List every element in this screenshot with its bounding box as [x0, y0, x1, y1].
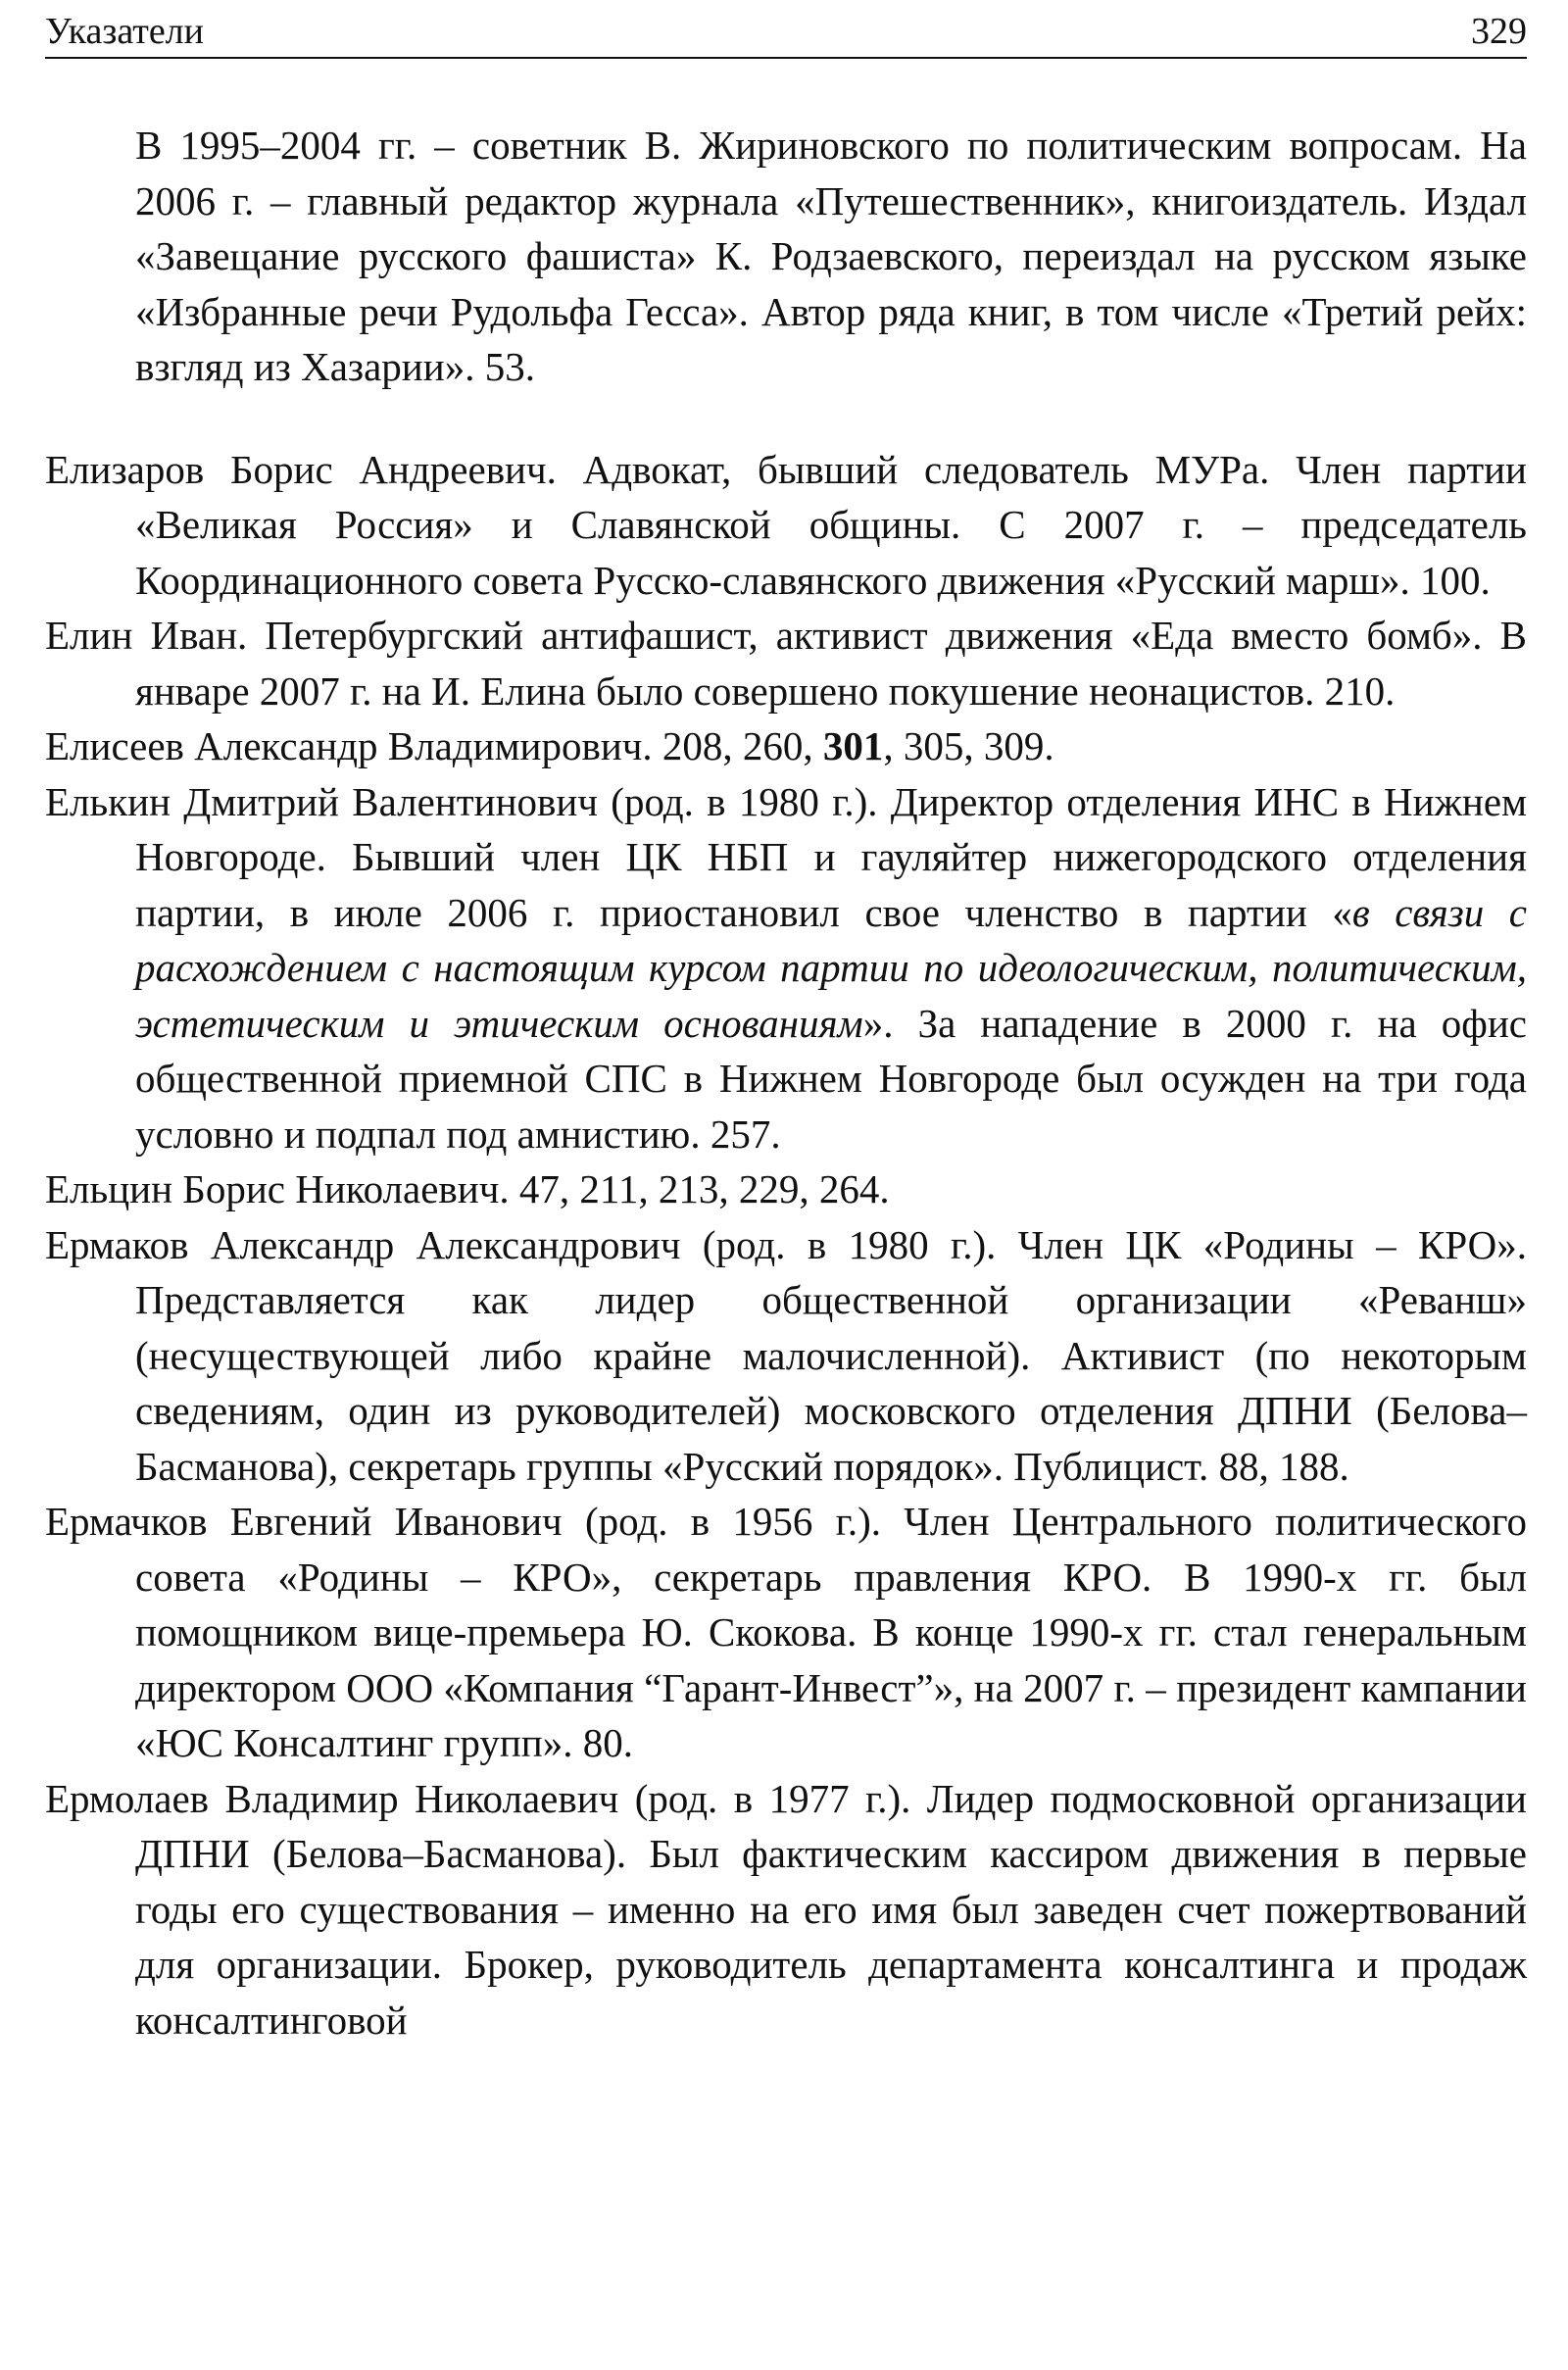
entry-name: Елизаров Борис Андреевич. — [45, 446, 557, 492]
section-title: Указатели — [45, 11, 204, 52]
page-number: 329 — [1471, 11, 1527, 52]
entry-text: Адвокат, бывший следователь МУРа. Член партии «Великая Россия» и Славянской общины. С 2007 г. – председатель Координационного совета Русско-славянского движения «Русский марш». 100. — [135, 446, 1527, 603]
index-entry — [45, 1161, 1527, 1217]
index-entry — [45, 718, 1527, 774]
entry-text: (род. в 1980 г.). Директор отделения ИНС в Нижнем Новгороде. Бывший член ЦК НБП и гауляйтер нижегородского отделения партии, в июле 2006 г. приостановил свое членство в партии « — [135, 778, 1528, 935]
entry-text: ». За нападение в 2000 г. на офис общественной приемной СПС в Нижнем Новгороде был осужден на три года условно и подпал под амнистию. 257. — [135, 1000, 1527, 1157]
entry-name: Елин Иван. — [45, 613, 248, 658]
entry-text: (род. в 1956 г.). Член Центрального политического совета «Родины – КРО», секретарь правления КРО. В 1990-х гг. был помощником вице-премьера Ю. Скокова. В конце 1990-х гг. стал генеральным директором ООО «Компания “Гарант-Инвест”», на 2007 г. – президент кампании «ЮС Консалтинг групп». 80. — [135, 1499, 1528, 1765]
entry-pages: 47, 211, 213, 229, 264. — [518, 1166, 890, 1211]
entry-text: (род. в 1980 г.). Член ЦК «Родины – КРО». Представляется как лидер общественной организации «Реванш» (несуществующей либо крайне малочисленной). Активист (по некоторым сведениям, один из руководителей) московского отделения ДПНИ (Белова–Басманова), секретарь группы «Русский порядок». Публицист. 88, 188. — [135, 1221, 1527, 1489]
entry-pages-bold: 301 — [822, 723, 884, 768]
entry-name: Ермолаев Владимир Николаевич — [45, 1775, 619, 1821]
index-entry — [45, 1771, 1527, 2049]
index-entry — [45, 442, 1527, 609]
running-head — [45, 6, 1527, 59]
entry-pages: , 305, 309. — [883, 723, 1054, 768]
index-entry — [45, 774, 1527, 1162]
index-entry — [45, 1494, 1527, 1771]
page-body — [45, 118, 1527, 2048]
entry-name: Ельцин Борис Николаевич. — [45, 1166, 510, 1211]
entry-name: Елисеев Александр Владимирович. — [45, 723, 653, 768]
entry-continuation: В 1995–2004 гг. – советник В. Жириновского по политическим вопросам. На 2006 г. – главный редактор журнала «Путешественник», книгоиздатель. Издал «Завещание русского фашиста» К. Родзаевского, переиздал на русском языке «Избранные речи Рудольфа Гесса». Автор ряда книг, в том числе «Третий рейх: взгляд из Хазарии». 53. — [135, 123, 1527, 389]
entry-name: Елькин Дмитрий Валентинович — [45, 778, 598, 824]
entry-name: Ермачков Евгений Иванович — [45, 1499, 563, 1544]
entry-text: Петербургский антифашист, активист движения «Еда вместо бомб». В январе 2007 г. на И. Елина было совершено покушение неонацистов. 210. — [135, 613, 1527, 714]
index-entry — [45, 608, 1527, 718]
entry-name: Ермаков Александр Александрович — [45, 1221, 681, 1267]
index-entry — [45, 1217, 1527, 1495]
entry-quote: в связи с расхождением с настоящим курсом партии по идеологическим, политическим, эстетическим и этическим основаниям — [135, 889, 1527, 1046]
book-page — [45, 0, 1527, 2370]
entry-pages: 208, 260, — [662, 723, 823, 768]
entry-text: (род. в 1977 г.). Лидер подмосковной организации ДПНИ (Белова–Басманова). Был фактическим кассиром движения в первые годы его существования – именно на его имя был заведен счет пожертвований для организации. Брокер, руководитель департамента консалтинга и продаж консалтинговой — [135, 1775, 1527, 2043]
